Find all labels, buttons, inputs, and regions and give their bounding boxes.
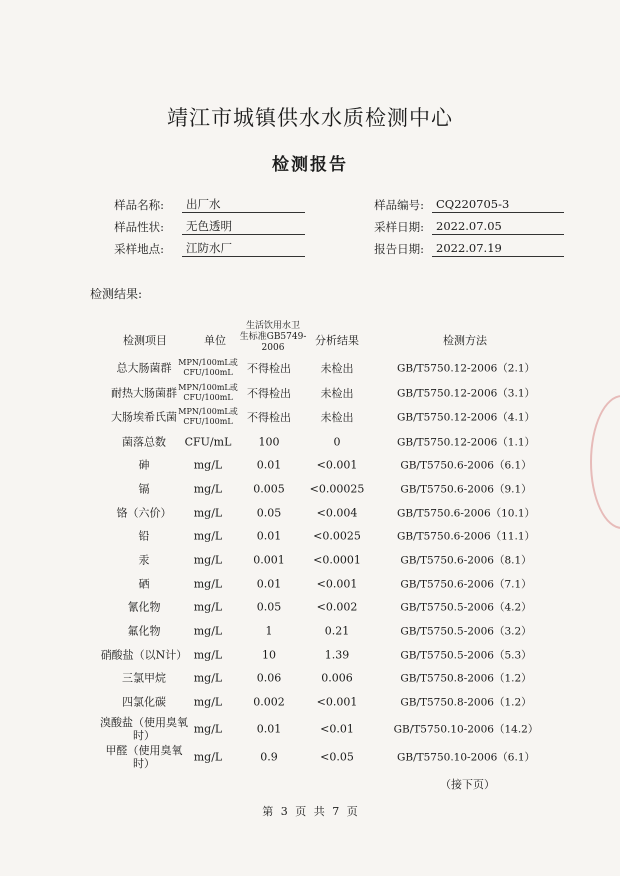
- header-standard-line-1: 生活饮用水卫: [245, 321, 300, 331]
- row-unit: [178, 578, 238, 591]
- org-title: 靖江市城镇供水水质检测中心: [167, 106, 453, 130]
- row-unit: [178, 436, 238, 449]
- row-item-line-1: 镉: [138, 482, 150, 496]
- row-result: <0.0025: [313, 529, 361, 543]
- info-row-1: [0, 197, 620, 215]
- row-unit-line-1: mg/L: [193, 529, 223, 543]
- row-item-line-1: 耐热大肠菌群: [111, 386, 177, 400]
- table-row: [0, 406, 620, 428]
- header-standard-line-2: 生标准GB5749-: [239, 332, 307, 342]
- sample-name-value: 出厂水: [182, 197, 305, 213]
- row-standard: 0.05: [256, 506, 282, 520]
- row-standard: 不得检出: [247, 411, 291, 424]
- row-unit: [178, 554, 238, 567]
- results-label: 检测结果:: [90, 287, 143, 301]
- row-result: 1.39: [324, 648, 350, 662]
- page-footer: 第 3 页 共 7 页: [262, 805, 358, 818]
- row-item-line-1: 四氯化碳: [122, 695, 166, 709]
- row-item-line-1: 大肠埃希氏菌: [111, 410, 177, 424]
- sample-id-value: CQ220705-3: [432, 197, 564, 213]
- row-unit-line-1: mg/L: [193, 722, 223, 736]
- table-row: [0, 691, 620, 713]
- row-unit-line-1: mg/L: [193, 482, 223, 496]
- row-standard: 10: [262, 648, 276, 662]
- row-method: GB/T5750.12-2006（1.1）: [396, 436, 536, 449]
- row-item-line-1: 甲醛（使用臭氧: [105, 744, 183, 757]
- header-result: 分析结果: [315, 334, 359, 347]
- row-standard: 0.05: [256, 600, 282, 614]
- row-method: GB/T5750.5-2006（4.2）: [400, 601, 532, 614]
- report-title: 检测报告: [272, 155, 348, 175]
- sample-state-label: 样品性状:: [114, 220, 164, 234]
- row-unit: [178, 358, 238, 378]
- row-method: GB/T5750.10-2006（6.1）: [396, 751, 536, 764]
- row-unit-line-1: mg/L: [193, 624, 223, 638]
- row-unit-line-1: MPN/100mL或: [178, 383, 238, 392]
- row-item-line-1: 硝酸盐（以N计）: [100, 648, 188, 662]
- row-standard: 0.06: [256, 671, 282, 685]
- info-row-3: [0, 241, 620, 259]
- header-unit: 单位: [204, 334, 226, 347]
- table-row: [0, 502, 620, 524]
- row-standard: 0.002: [253, 695, 285, 709]
- row-unit-line-2: CFU/100mL: [183, 417, 233, 426]
- row-result: <0.00025: [309, 482, 365, 496]
- row-item-line-1: 铬（六价）: [116, 506, 172, 520]
- row-result: 未检出: [320, 387, 354, 400]
- row-unit: [178, 672, 238, 685]
- row-standard: 0.01: [256, 458, 282, 472]
- row-result: <0.001: [316, 458, 358, 472]
- row-item-line-1: 菌落总数: [122, 435, 166, 449]
- sample-date-label: 采样日期:: [374, 220, 424, 234]
- row-unit-line-2: CFU/100mL: [183, 393, 233, 402]
- row-unit-line-1: mg/L: [193, 671, 223, 685]
- row-unit-line-1: mg/L: [193, 553, 223, 567]
- row-item-line-1: 三氯甲烷: [122, 671, 166, 685]
- row-unit: [178, 751, 238, 764]
- table-row: [0, 718, 620, 740]
- row-item-line-1: 氟化物: [127, 624, 161, 638]
- row-result: 未检出: [320, 411, 354, 424]
- row-standard: 0.01: [256, 529, 282, 543]
- row-unit-line-1: CFU/mL: [184, 435, 232, 449]
- row-unit-line-1: MPN/100mL或: [178, 358, 238, 367]
- row-result: <0.004: [316, 506, 358, 520]
- sample-date-value: 2022.07.05: [432, 219, 564, 235]
- row-unit: [178, 696, 238, 709]
- sample-place-label: 采样地点:: [114, 242, 164, 256]
- row-result: 0.21: [324, 624, 350, 638]
- table-row: [0, 746, 620, 768]
- row-unit: [178, 459, 238, 472]
- row-result: 未检出: [320, 362, 354, 375]
- row-item-line-1: 总大肠菌群: [116, 361, 172, 375]
- table-row: [0, 525, 620, 547]
- sample-place-value: 江防水厂: [182, 241, 305, 257]
- row-result: <0.001: [316, 695, 358, 709]
- table-row: [0, 644, 620, 666]
- table-row: [0, 573, 620, 595]
- table-row: [0, 357, 620, 379]
- table-row: [0, 431, 620, 453]
- row-unit: [178, 383, 238, 403]
- row-method: GB/T5750.8-2006（1.2）: [400, 672, 532, 685]
- row-result: 0: [333, 435, 341, 449]
- row-item-line-1: 硒: [138, 577, 150, 591]
- row-standard: 0.01: [256, 722, 282, 736]
- row-method: GB/T5750.6-2006（6.1）: [400, 459, 532, 472]
- row-method: GB/T5750.12-2006（3.1）: [396, 387, 536, 400]
- table-row: [0, 620, 620, 642]
- row-unit: [178, 625, 238, 638]
- row-unit: [178, 507, 238, 520]
- report-date-value: 2022.07.19: [432, 241, 564, 257]
- row-unit-line-1: mg/L: [193, 695, 223, 709]
- row-result: <0.01: [320, 722, 354, 736]
- report-date-label: 报告日期:: [374, 242, 424, 256]
- sample-id-label: 样品编号:: [374, 198, 424, 212]
- row-unit: [178, 483, 238, 496]
- continued-note: （接下页）: [440, 778, 495, 791]
- header-item: 检测项目: [123, 334, 167, 347]
- row-item-line-1: 砷: [138, 458, 150, 472]
- row-method: GB/T5750.6-2006（10.1）: [396, 507, 536, 520]
- header-method: 检测方法: [443, 334, 487, 347]
- row-unit-line-1: mg/L: [193, 648, 223, 662]
- row-method: GB/T5750.6-2006（7.1）: [400, 578, 532, 591]
- row-method: GB/T5750.5-2006（5.3）: [400, 649, 532, 662]
- row-unit-line-1: mg/L: [193, 577, 223, 591]
- sample-state-value: 无色透明: [182, 219, 305, 235]
- row-method: GB/T5750.5-2006（3.2）: [400, 625, 532, 638]
- row-standard: 0.01: [256, 577, 282, 591]
- row-unit-line-1: mg/L: [193, 458, 223, 472]
- row-standard: 不得检出: [247, 362, 291, 375]
- row-result: <0.05: [320, 750, 354, 764]
- row-unit-line-1: mg/L: [193, 750, 223, 764]
- row-standard: 不得检出: [247, 387, 291, 400]
- row-unit-line-1: MPN/100mL或: [178, 407, 238, 416]
- row-unit: [178, 649, 238, 662]
- row-item-line-1: 汞: [138, 553, 150, 567]
- row-result: <0.0001: [313, 553, 361, 567]
- row-unit: [178, 723, 238, 736]
- row-result: <0.001: [316, 577, 358, 591]
- info-row-2: [0, 219, 620, 237]
- row-item-line-1: 溴酸盐（使用臭氧: [100, 716, 188, 729]
- row-unit: [178, 530, 238, 543]
- row-method: GB/T5750.6-2006（11.1）: [396, 530, 536, 543]
- header-standard-line-3: 2006: [261, 343, 285, 353]
- row-standard: 1: [265, 624, 273, 638]
- row-standard: 0.005: [253, 482, 285, 496]
- row-method: GB/T5750.12-2006（4.1）: [396, 411, 536, 424]
- row-method: GB/T5750.6-2006（8.1）: [400, 554, 532, 567]
- row-item-line-2: 时）: [133, 757, 155, 770]
- table-row: [0, 667, 620, 689]
- table-row: [0, 382, 620, 404]
- row-item-line-1: 铅: [138, 529, 150, 543]
- row-unit: [178, 601, 238, 614]
- row-result: <0.002: [316, 600, 358, 614]
- row-unit: [178, 407, 238, 427]
- table-row: [0, 596, 620, 618]
- row-item-line-1: 氰化物: [127, 600, 161, 614]
- row-result: 0.006: [321, 671, 353, 685]
- row-item-line-2: 时）: [133, 729, 155, 742]
- header-standard: [238, 321, 308, 354]
- row-unit-line-2: CFU/100mL: [183, 368, 233, 377]
- row-method: GB/T5750.12-2006（2.1）: [396, 362, 536, 375]
- row-standard: 100: [258, 435, 280, 449]
- table-row: [0, 478, 620, 500]
- row-method: GB/T5750.6-2006（9.1）: [400, 483, 532, 496]
- row-standard: 0.001: [253, 553, 285, 567]
- row-standard: 0.9: [260, 750, 278, 764]
- row-unit-line-1: mg/L: [193, 600, 223, 614]
- row-unit-line-1: mg/L: [193, 506, 223, 520]
- row-method: GB/T5750.8-2006（1.2）: [400, 696, 532, 709]
- table-row: [0, 454, 620, 476]
- row-method: GB/T5750.10-2006（14.2）: [393, 723, 539, 736]
- sample-name-label: 样品名称:: [114, 198, 164, 212]
- table-row: [0, 549, 620, 571]
